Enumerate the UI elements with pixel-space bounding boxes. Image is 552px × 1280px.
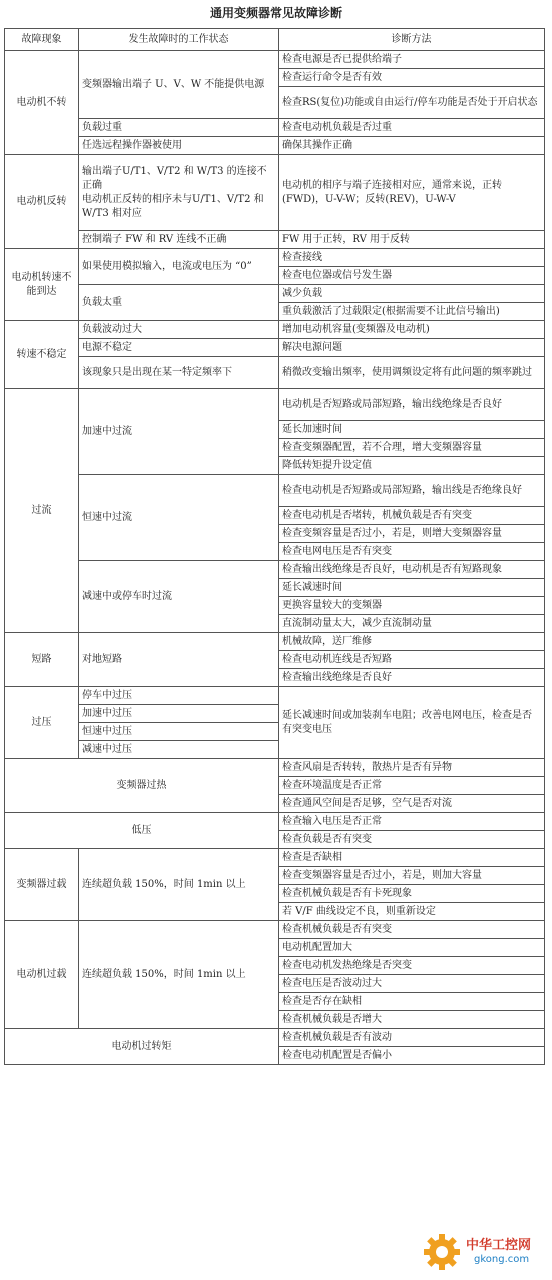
method-cell: 检查机械负载是否有卡死现象	[279, 885, 545, 903]
state-cell: 该现象只是出现在某一特定频率下	[79, 357, 279, 389]
state-cell: 恒速中过流	[79, 475, 279, 561]
fault-cell: 电动机过转矩	[5, 1029, 279, 1065]
method-cell: FW 用于正转，RV 用于反转	[279, 231, 545, 249]
method-cell: 检查电动机配置是否偏小	[279, 1047, 545, 1065]
method-cell: 检查RS(复位)功能或自由运行/停车功能是否处于开启状态	[279, 87, 545, 119]
fault-cell: 电动机转速不能到达	[5, 249, 79, 321]
state-cell: 变频器输出端子 U、V、W 不能提供电源	[79, 51, 279, 119]
state-cell: 连续超负载 150%，时间 1min 以上	[79, 849, 279, 921]
method-cell: 稍微改变输出频率，使用调频设定将有此问题的频率跳过	[279, 357, 545, 389]
method-cell: 检查输出线绝缘是否良好	[279, 669, 545, 687]
method-cell: 降低转矩提升设定值	[279, 457, 545, 475]
header-method: 诊断方法	[279, 29, 545, 51]
method-cell: 检查负载是否有突变	[279, 831, 545, 849]
fault-cell: 电动机反转	[5, 155, 79, 249]
state-cell: 连续超负载 150%，时间 1min 以上	[79, 921, 279, 1029]
fault-cell: 过流	[5, 389, 79, 633]
method-cell: 更换容量较大的变频器	[279, 597, 545, 615]
method-cell: 直流制动量太大，减少直流制动量	[279, 615, 545, 633]
method-cell: 检查风扇是否转转，散热片是否有异物	[279, 759, 545, 777]
state-cell: 控制端子 FW 和 RV 连线不正确	[79, 231, 279, 249]
fault-diagnosis-table	[4, 28, 545, 1065]
method-cell: 检查输入电压是否正常	[279, 813, 545, 831]
method-cell: 检查电动机是否短路或局部短路，输出线是否绝缘良好	[279, 475, 545, 507]
method-cell: 检查电源是否已提供给端子	[279, 51, 545, 69]
watermark-name: 中华工控网	[466, 1238, 532, 1253]
fault-cell: 短路	[5, 633, 79, 687]
method-cell: 检查是否缺相	[279, 849, 545, 867]
method-cell: 检查机械负载是否增大	[279, 1011, 545, 1029]
state-cell	[79, 155, 279, 231]
state-cell: 减速中过压	[79, 741, 279, 759]
method-cell: 检查电压是否波动过大	[279, 975, 545, 993]
fault-cell: 电动机过载	[5, 921, 79, 1029]
method-cell: 检查电网电压是否有突变	[279, 543, 545, 561]
state-cell: 负载过重	[79, 119, 279, 137]
state-cell: 减速中或停车时过流	[79, 561, 279, 633]
method-cell: 检查通风空间是否足够，空气是否对流	[279, 795, 545, 813]
method-cell: 机械故障，送厂维修	[279, 633, 545, 651]
method-cell: 检查机械负载是否有突变	[279, 921, 545, 939]
method-cell: 检查变频器配置，若不合理，增大变频器容量	[279, 439, 545, 457]
method-cell: 增加电动机容量(变频器及电动机)	[279, 321, 545, 339]
method-cell: 检查变频容量是否过小，若是，则增大变频器容量	[279, 525, 545, 543]
state-cell: 电源不稳定	[79, 339, 279, 357]
state-cell: 加速中过流	[79, 389, 279, 475]
method-cell: 检查电动机负载是否过重	[279, 119, 545, 137]
state-cell: 如果使用模拟输入，电流或电压为 “0”	[79, 249, 279, 285]
method-cell: 检查电动机连线是否短路	[279, 651, 545, 669]
method-cell: 若 V/F 曲线设定不良，则重新设定	[279, 903, 545, 921]
header-fault: 故障现象	[5, 29, 79, 51]
watermark-url: gkong.com	[474, 1254, 530, 1265]
method-cell: 检查是否存在缺相	[279, 993, 545, 1011]
method-cell: 检查机械负载是否有波动	[279, 1029, 545, 1047]
method-cell: 检查运行命令是否有效	[279, 69, 545, 87]
table-header-row	[5, 29, 545, 51]
method-cell: 确保其操作正确	[279, 137, 545, 155]
state-line: 电动机正反转的相序未与U/T1、V/T2 和W/T3 相对应	[82, 193, 264, 219]
table-title: 通用变频器常见故障诊断	[209, 6, 342, 20]
method-cell: 电动机配置加大	[279, 939, 545, 957]
fault-cell: 转速不稳定	[5, 321, 79, 389]
fault-cell: 变频器过热	[5, 759, 279, 813]
fault-cell: 变频器过载	[5, 849, 79, 921]
method-cell: 电动机是否短路或局部短路，输出线绝缘是否良好	[279, 389, 545, 421]
state-line: 输出端子U/T1、V/T2 和 W/T3 的连接不正确	[82, 165, 267, 191]
method-cell: 延长加速时间	[279, 421, 545, 439]
method-cell: 检查输出线绝缘是否良好，电动机是否有短路现象	[279, 561, 545, 579]
state-cell: 停车中过压	[79, 687, 279, 705]
method-cell: 延长减速时间	[279, 579, 545, 597]
state-cell: 任选远程操作器被使用	[79, 137, 279, 155]
method-cell: 检查接线	[279, 249, 545, 267]
method-cell: 检查变频器容量是否过小，若是，则加大容量	[279, 867, 545, 885]
method-cell: 电动机的相序与端子连接相对应，通常来说，正转(FWD)，U-V-W；反转(REV)，U-W-V	[279, 155, 545, 231]
method-cell: 解决电源问题	[279, 339, 545, 357]
state-cell: 加速中过压	[79, 705, 279, 723]
fault-cell: 低压	[5, 813, 279, 849]
gear-icon	[422, 1232, 462, 1272]
method-cell: 减少负载	[279, 285, 545, 303]
method-cell: 检查电动机是否堵转，机械负载是否有突变	[279, 507, 545, 525]
method-cell: 检查电动机发热绝缘是否突变	[279, 957, 545, 975]
method-cell: 延长减速时间或加装刹车电阻；改善电网电压，检查是否有突变电压	[279, 687, 545, 759]
fault-cell: 电动机不转	[5, 51, 79, 155]
state-cell: 负载波动过大	[79, 321, 279, 339]
fault-cell: 过压	[5, 687, 79, 759]
state-cell: 对地短路	[79, 633, 279, 687]
method-cell: 检查电位器或信号发生器	[279, 267, 545, 285]
state-cell: 负载太重	[79, 285, 279, 321]
watermark	[422, 1230, 550, 1274]
method-cell: 检查环境温度是否正常	[279, 777, 545, 795]
header-state: 发生故障时的工作状态	[79, 29, 279, 51]
state-cell: 恒速中过压	[79, 723, 279, 741]
method-cell: 重负载激活了过载限定(根据需要不让此信号输出)	[279, 303, 545, 321]
